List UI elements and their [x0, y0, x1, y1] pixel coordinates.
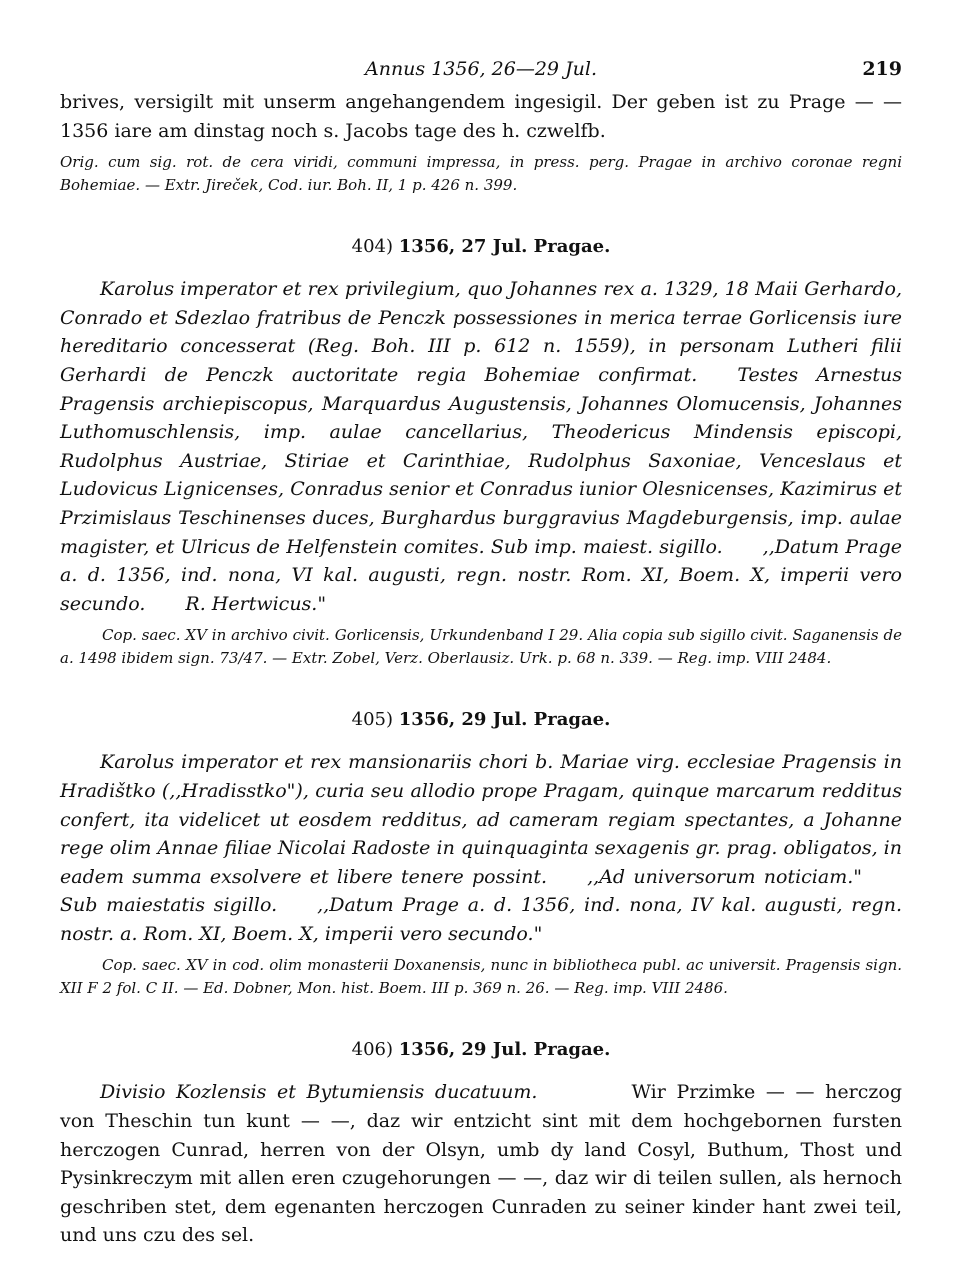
doc-406-body	[60, 1078, 902, 1250]
doc-404-number: 404)	[351, 236, 394, 258]
doc-405-arenga: ,,Ad universorum noticiam."	[587, 865, 862, 888]
doc-405-source-note: Cop. saec. XV in cod. olim monasterii Doxanensis, nunc in bibliotheca publ. ac universit. Pragensis sign. XII F 2 fol. C II. — Ed. Dobner, Mon. hist. Boem. III p. 369 n. 26. — Reg. imp. VIII 2486.	[60, 956, 902, 997]
doc-405-heading	[60, 709, 902, 730]
doc-404-body	[60, 275, 902, 618]
doc-406-heading	[60, 1039, 902, 1060]
doc-405-date: 1356, 29 Jul. Pragae.	[398, 709, 611, 731]
doc-404-heading	[60, 236, 902, 257]
doc-404-date: 1356, 27 Jul. Pragae.	[398, 236, 611, 258]
doc-405-regest: Karolus imperator et rex mansionariis chori b. Mariae virg. ecclesiae Pragensis in Hradištko (,,Hradisstko"), curia seu allodio prope Pragam, quinque marcarum redditus confert, ita videlicet ut eosdem redditus, ad cameram regiam spectantes, a Johanne rege olim Annae filiae Nicolai Radoste in quinquaginta sexagenis gr. prag. obligatos, in eadem summa exsolvere et libere tenere possint.	[60, 751, 902, 888]
doc-405-number: 405)	[351, 709, 394, 731]
doc-405-datum: ,,Datum Prage a. d. 1356, ind. nona, IV kal. augusti, regn. nostr. a. Rom. XI, Boem. X, imperii vero secundo."	[60, 894, 903, 945]
doc-405-sealing: Sub maiestatis sigillo.	[60, 894, 278, 917]
doc-404-witnesses: Testes Arnestus Pragensis archiepiscopus, Marquardus Augustensis, Johannes Olomucensis, Johannes Luthomuschlensis, imp. aulae cancellarius, Theodericus Mindensis episcopi, Rudolphus Austriae, Stiriae et Carinthiae, Rudolphus Saxoniae, Venceslaus et Ludovicus Lignicenses, Conradus senior et Conradus iunior Olesnicenses, Kazimirus et Przimislaus Teschinenses duces, Burghardus burggravius Magdeburgensis, imp. aulae magister, et Ulricus de Helfenstein comites. Sub imp. maiest. sigillo.	[60, 363, 902, 558]
continuation-text: brives, versigilt mit unserm angehangendem ingesigil. Der geben ist zu Prage — — 1356 iare am dinstag noch s. Jacobs tage des h. czwelfb.	[60, 91, 902, 142]
doc-404-regest: Karolus imperator et rex privilegium, quo Johannes rex a. 1329, 18 Maii Gerhardo, Conrado et Sdezlao fratribus de Penczk possessiones in merica terrae Gorlicensis iure hereditario concesserat (Reg. Boh. III p. 612 n. 1559), in personam Lutheri filii Gerhardi de Penczk auctoritate regia Bohemiae confirmat.	[60, 278, 902, 386]
doc-406-date: 1356, 29 Jul. Pragae.	[398, 1039, 611, 1061]
doc-406-text: Wir Przimke — — herczog von Theschin tun kunt — —, daz wir entzicht sint mit dem hochgebornen fursten herczogen Cunrad, herren von der Olsyn, umb dy land Cosyl, Buthum, Thost und Pysinkreczym mit allen eren czugehorungen — —, daz wir di teilen sullen, als hernoch geschriben stet, dem egenanten herczogen Cunraden zu seiner kinder hant zwei teil, und uns czu des sel.	[60, 1081, 903, 1247]
running-header	[60, 58, 902, 88]
doc-404-signature: R. Hertwicus."	[185, 592, 327, 615]
doc-406-number: 406)	[351, 1039, 394, 1061]
doc-405-body	[60, 748, 902, 948]
doc-404-source-note: Cop. saec. XV in archivo civit. Gorlicensis, Urkundenband I 29. Alia copia sub sigillo civit. Saganensis de a. 1498 ibidem sign. 73/47. — Extr. Zobel, Verz. Oberlausiz. Urk. p. 68 n. 339. — Reg. imp. VIII 2484.	[60, 626, 902, 667]
doc-406-regest: Divisio Kozlensis et Bytumiensis ducatuum.	[100, 1081, 538, 1104]
doc-404-datum: ,,Datum Prage a. d. 1356, ind. nona, VI kal. augusti, regn. nostr. Rom. XI, Boem. X, imperii vero secundo.	[60, 535, 902, 615]
continuation-source-note: Orig. cum sig. rot. de cera viridi, communi impressa, in press. perg. Pragae in archivo coronae regni Bohemiae. — Extr. Jireček, Cod. iur. Boh. II, 1 p. 426 n. 399.	[60, 153, 902, 194]
page-number: 219	[862, 58, 902, 80]
running-title: Annus 1356, 26—29 Jul.	[364, 58, 598, 80]
